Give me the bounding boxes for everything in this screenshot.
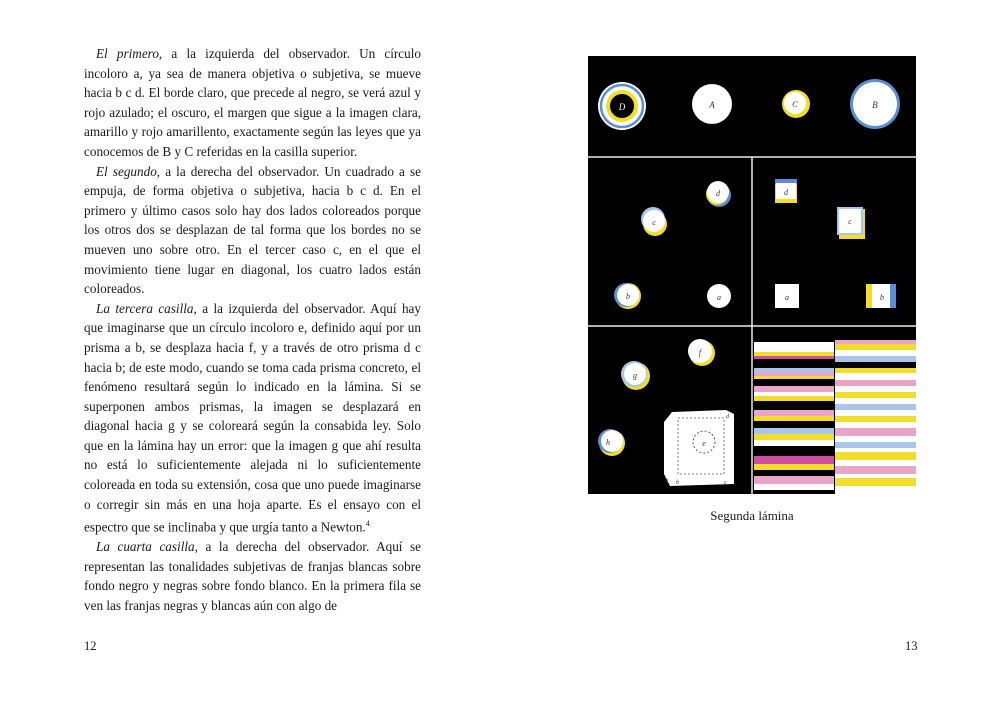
plate-label: a	[717, 293, 721, 302]
plate-label: d	[726, 414, 729, 420]
plate-label: c	[652, 218, 656, 227]
paragraph-lead: La cuarta casilla,	[96, 539, 198, 555]
plate-label: C	[792, 99, 798, 109]
prism-diagram	[664, 410, 734, 486]
paragraph-lead: El segundo	[96, 163, 157, 179]
plate-label: b	[880, 293, 884, 302]
top-circle-D	[598, 82, 646, 130]
left-page-text	[84, 44, 421, 616]
top-circle-B	[850, 79, 900, 129]
plate-label: b	[626, 292, 630, 301]
top-circle-C	[782, 90, 810, 118]
paragraph-lead: La tercera casilla	[96, 300, 194, 316]
plate-label: d	[716, 189, 720, 198]
plate-label: h	[606, 438, 610, 447]
moving-square-d	[775, 179, 797, 203]
plate-label: B	[872, 100, 878, 110]
paragraph-body: , a la izquierda del observador. Un círculo incoloro a, ya sea de manera objetiva o subjetiva, se mueve hacia b c d. El borde claro, que precede al negro, se verá azul y rojo azulado; el oscuro, el margen que sigue a la imagen clara, amarillo y rojo amarillento, exactamente según las leyes que ya conocemos de B y C referidas en la casilla superior.	[84, 46, 421, 159]
plate-label: e	[702, 439, 706, 448]
moving-circle-a	[707, 284, 731, 308]
stripe-panel-left	[754, 328, 834, 494]
paragraph-body: , a la derecha del observador. Un cuadrado a se empuja, de forma objetiva o subjetiva, hacia b c d. En el primero y último casos solo hay dos lados coloreados porque los otros dos se desplazan de tal forma que los bordes no se mueven uno sobre otro. En el tercer caso c, en el que el movimiento tiene lugar en diagonal, los cuatro lados están coloreados.	[84, 163, 421, 297]
page-number-right: 13	[905, 639, 918, 653]
paragraph-2	[84, 162, 421, 299]
paragraph-4	[84, 537, 421, 615]
footnote-marker[interactable]: 4	[365, 519, 370, 529]
paragraph-1	[84, 44, 421, 162]
plate-caption: Segunda lámina	[710, 508, 794, 523]
moving-square-a	[775, 284, 799, 308]
plate-label: c	[724, 480, 727, 486]
plate-label: d	[784, 188, 788, 197]
plate-illustration	[588, 56, 916, 494]
plate-label: a	[785, 293, 789, 302]
paragraph-body: a la derecha del observador. Aquí se representan las tonalidades subjetivas de franjas blancas sobre fondo negro y negras sobre fondo blanco. En la primera fila se ven las franjas negras y blancas aún con algo de	[84, 539, 422, 614]
plate-label: D	[618, 102, 626, 112]
plate-label: c	[848, 217, 852, 226]
moving-square-c	[837, 207, 865, 239]
paragraph-lead: El primero	[96, 46, 159, 61]
plate-label: a	[665, 478, 668, 484]
color-plate	[588, 56, 916, 494]
plate-label: f	[698, 348, 702, 357]
top-circle-A	[692, 84, 732, 124]
paragraph-3	[84, 299, 421, 538]
plate-label: A	[709, 100, 715, 110]
page-number-left: 12	[84, 639, 97, 653]
stripe-panel-right	[835, 328, 916, 494]
moving-square-b	[866, 284, 896, 308]
plate-label: b	[676, 480, 679, 486]
plate-label: g	[633, 371, 637, 380]
paragraph-body: , a la izquierda del observador. Aquí hay que imaginarse que un círculo incoloro e, definido aquí por un prisma a b, se desplaza hacia f, y a través de otro prisma d c hacia b; de este modo, cuando se toma cada prisma concreto, el fenómeno resultará según lo indicado en la lámina. Si se superponen ambos prismas, la imagen se desplazará en diagonal hacia g y se coloreará según la consabida ley. Solo que en la lámina hay un error: que la imagen g que ahí resulta no está lo suficientemente alejada ni lo suficientemente coloreada en toda su extensión, cosa que uno puede imaginarse o corregir sin más en una hoja aparte. Es el ensayo con el espectro que se inclinaba y que urgía tanto a Newton.	[84, 300, 422, 535]
